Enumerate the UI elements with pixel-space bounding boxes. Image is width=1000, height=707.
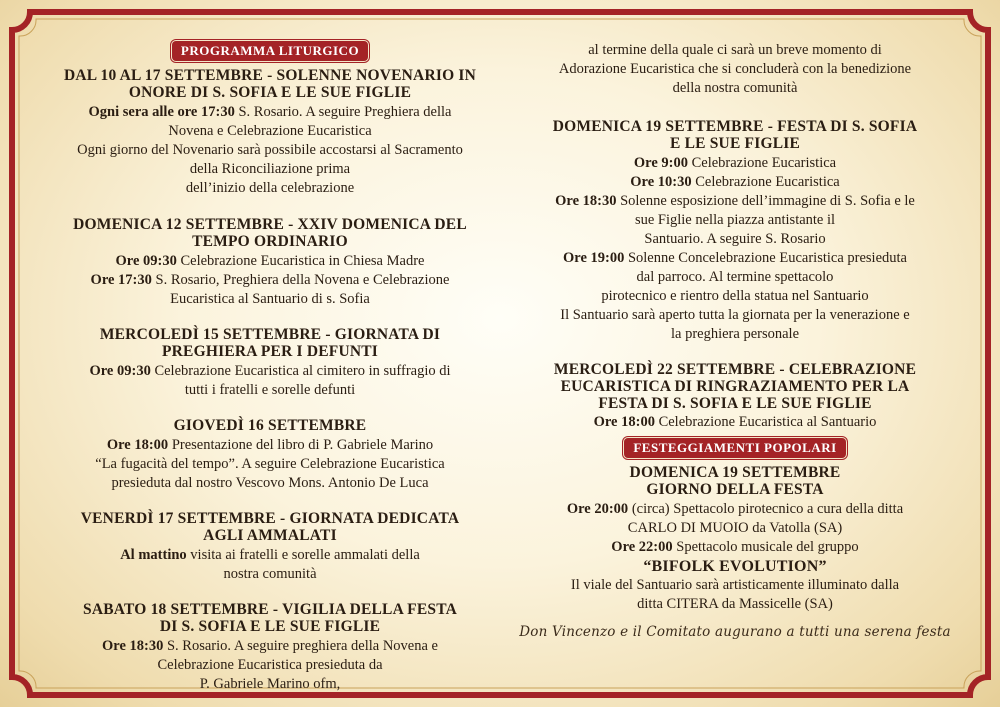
- text-line: pirotecnico e rientro della statua nel Santuario: [601, 288, 869, 304]
- time-label: Ore 20:00: [566, 501, 629, 517]
- section-giovedi-16: [30, 417, 510, 493]
- text-line: “La fugacità del tempo”. A seguire Celebrazione Eucaristica: [95, 456, 445, 472]
- section-title: AGLI AMMALATI: [203, 527, 337, 544]
- section-novenario: [30, 67, 510, 198]
- text-line: Spettacolo musicale del gruppo: [672, 539, 859, 555]
- text-line: Adorazione Eucaristica che si concluderà con la benedizione: [558, 61, 912, 77]
- festeggiamenti-popolari-badge: FESTEGGIAMENTI POPOLARI: [624, 438, 845, 458]
- text-line: Celebrazione Eucaristica presieduta da: [157, 657, 383, 673]
- programma-liturgico-badge: PROGRAMMA LITURGICO: [172, 41, 368, 61]
- time-label: Al mattino: [120, 547, 187, 563]
- text-line: Celebrazione Eucaristica al Santuario: [654, 414, 877, 430]
- section-title: MERCOLEDÌ 15 SETTEMBRE - GIORNATA DI: [99, 326, 441, 343]
- time-label: Ore 9:00: [633, 155, 688, 171]
- text-line: Celebrazione Eucaristica: [691, 174, 840, 190]
- text-line: S. Rosario. A seguire Preghiera della: [234, 104, 452, 120]
- text-line: Presentazione del libro di P. Gabriele Marino: [168, 437, 434, 453]
- text-line: P. Gabriele Marino ofm,: [199, 676, 341, 692]
- section-mercoledi-22: [500, 361, 970, 432]
- text-line: sue Figlie nella piazza antistante il: [634, 212, 836, 228]
- text-line: la preghiera personale: [670, 326, 799, 342]
- section-title: VENERDÌ 17 SETTEMBRE - GIORNATA DEDICATA: [80, 510, 460, 527]
- text-line: nostra comunità: [223, 566, 317, 582]
- section-title: GIOVEDÌ 16 SETTEMBRE: [173, 417, 367, 434]
- right-column: [500, 41, 970, 640]
- section-title: MERCOLEDÌ 22 SETTEMBRE - CELEBRAZIONE: [553, 361, 917, 378]
- section-domenica-19: [500, 118, 970, 344]
- text-line: Il Santuario sarà aperto tutta la giornata per la venerazione e: [560, 307, 910, 323]
- section-title: ONORE DI S. SOFIA E LE SUE FIGLIE: [128, 84, 412, 101]
- text-line: Solenne Concelebrazione Eucaristica presieduta: [624, 250, 907, 266]
- section-festa-popolare: [500, 464, 970, 614]
- section-title: EUCARISTICA DI RINGRAZIAMENTO PER LA: [560, 378, 910, 395]
- text-line: S. Rosario. A seguire preghiera della Novena e: [163, 638, 438, 654]
- text-line: al termine della quale ci sarà un breve momento di: [588, 42, 882, 58]
- section-title: FESTA DI S. SOFIA E LE SUE FIGLIE: [598, 395, 872, 412]
- time-label: Ore 09:30: [89, 363, 151, 379]
- text-line: dell’inizio della celebrazione: [185, 180, 355, 196]
- section-domenica-12: [30, 216, 510, 309]
- text-line: della Riconciliazione prima: [189, 161, 351, 177]
- text-line: S. Rosario, Preghiera della Novena e Celebrazione: [151, 272, 450, 288]
- section-title: DI S. SOFIA E LE SUE FIGLIE: [159, 618, 381, 635]
- time-label: Ogni sera alle ore 17:30: [88, 104, 235, 120]
- time-label: Ore 19:00: [563, 250, 625, 266]
- time-label: Ore 09:30: [115, 253, 177, 269]
- left-column: [30, 41, 510, 694]
- text-line: Eucaristica al Santuario di s. Sofia: [170, 291, 370, 307]
- text-line: Celebrazione Eucaristica al cimitero in suffragio di: [150, 363, 451, 379]
- time-label: Ore 17:30: [90, 272, 152, 288]
- text-line: Celebrazione Eucaristica: [687, 155, 837, 171]
- text-line: (circa) Spettacolo pirotecnico a cura della ditta: [628, 501, 904, 517]
- text-line: Il viale del Santuario sarà artisticamente illuminato dalla: [570, 577, 900, 593]
- text-line: ditta CITERA da Massicelle (SA): [637, 596, 833, 612]
- section-title: SABATO 18 SETTEMBRE - VIGILIA DELLA FESTA: [83, 601, 457, 618]
- time-label: Ore 18:30: [102, 638, 164, 654]
- text-line: Santuario. A seguire S. Rosario: [644, 231, 826, 247]
- text-line: Celebrazione Eucaristica in Chiesa Madre: [176, 253, 425, 269]
- band-name: “BIFOLK EVOLUTION”: [643, 558, 827, 575]
- text-line: della nostra comunità: [672, 80, 798, 96]
- text-line: Solenne esposizione dell’immagine di S. Sofia e le: [616, 193, 915, 209]
- section-venerdi-17: [30, 510, 510, 584]
- section-title: PREGHIERA PER I DEFUNTI: [161, 343, 379, 360]
- section-title: TEMPO ORDINARIO: [192, 233, 348, 250]
- section-title: E LE SUE FIGLIE: [669, 135, 801, 152]
- time-label: Ore 18:00: [593, 414, 655, 430]
- text-line: Novena e Celebrazione Eucaristica: [168, 123, 372, 139]
- section-continuation: [500, 41, 970, 98]
- section-mercoledi-15: [30, 326, 510, 400]
- text-line: dal parroco. Al termine spettacolo: [636, 269, 834, 285]
- section-title: DOMENICA 12 SETTEMBRE - XXIV DOMENICA DEL: [73, 216, 467, 233]
- closing-greeting: Don Vincenzo e il Comitato augurano a tutti una serena festa: [519, 624, 951, 640]
- time-label: Ore 10:30: [630, 174, 692, 190]
- section-sabato-18: [30, 601, 510, 694]
- section-title: DOMENICA 19 SETTEMBRE - FESTA DI S. SOFIA: [552, 118, 918, 135]
- text-line: tutti i fratelli e sorelle defunti: [184, 382, 356, 398]
- time-label: Ore 22:00: [611, 539, 673, 555]
- time-label: Ore 18:00: [106, 437, 169, 453]
- text-line: CARLO DI MUOIO da Vatolla (SA): [627, 520, 843, 536]
- text-line: presieduta dal nostro Vescovo Mons. Antonio De Luca: [111, 475, 429, 491]
- section-title: DOMENICA 19 SETTEMBRE: [629, 464, 841, 481]
- text-line: visita ai fratelli e sorelle ammalati della: [186, 547, 420, 563]
- section-title: DAL 10 AL 17 SETTEMBRE - SOLENNE NOVENARIO IN: [63, 67, 477, 84]
- time-label: Ore 18:30: [555, 193, 617, 209]
- text-line: Ogni giorno del Novenario sarà possibile accostarsi al Sacramento: [77, 142, 463, 158]
- section-title: GIORNO DELLA FESTA: [646, 481, 824, 498]
